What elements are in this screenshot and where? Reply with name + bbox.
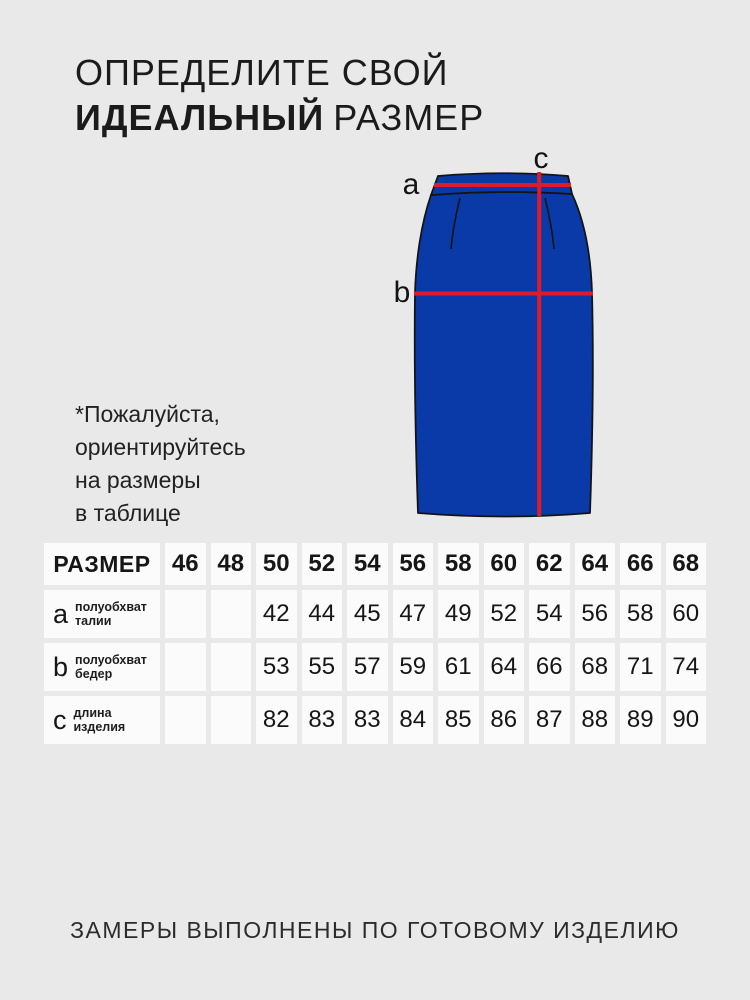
size-column-header: 64 <box>575 543 616 585</box>
measurement-value-cell: 58 <box>620 590 661 638</box>
measure-line-c <box>537 172 541 516</box>
footer-note: ЗАМЕРЫ ВЫПОЛНЕНЫ ПО ГОТОВОМУ ИЗДЕЛИЮ <box>70 917 680 943</box>
measurement-value-cell: 54 <box>529 590 570 638</box>
size-column-header: 46 <box>165 543 206 585</box>
measurement-value-cell: 59 <box>393 643 434 691</box>
size-column-header: 56 <box>393 543 434 585</box>
measurement-row-label <box>44 590 160 638</box>
measurement-value-cell: 52 <box>484 590 525 638</box>
skirt-measurement-diagram <box>385 148 650 523</box>
note-text <box>75 398 246 530</box>
measurement-value-cell: 87 <box>529 696 570 744</box>
size-column-header: 68 <box>666 543 707 585</box>
title-line-2 <box>75 95 484 140</box>
measurement-value-cell <box>211 696 252 744</box>
measurement-value-cell: 83 <box>347 696 388 744</box>
page-title <box>75 50 484 140</box>
measurement-value-cell: 53 <box>256 643 297 691</box>
skirt-illustration-icon <box>385 148 650 523</box>
skirt-body-shape <box>415 192 593 517</box>
row-letter: c <box>53 704 67 735</box>
measurement-value-cell: 66 <box>529 643 570 691</box>
title-line-1: ОПРЕДЕЛИТЕ СВОЙ <box>75 52 449 93</box>
note-line: ориентируйтесь <box>75 434 246 460</box>
measurement-value-cell: 42 <box>256 590 297 638</box>
measurement-value-cell: 44 <box>302 590 343 638</box>
measurement-row-label <box>44 696 160 744</box>
size-table <box>44 543 706 744</box>
measurement-value-cell: 83 <box>302 696 343 744</box>
size-column-header: 54 <box>347 543 388 585</box>
size-column-header: 50 <box>256 543 297 585</box>
measurement-value-cell: 88 <box>575 696 616 744</box>
measurement-value-cell: 45 <box>347 590 388 638</box>
measurement-value-cell <box>211 643 252 691</box>
measurement-value-cell <box>165 643 206 691</box>
measurement-value-cell: 60 <box>666 590 707 638</box>
measurement-value-cell: 85 <box>438 696 479 744</box>
title-regular-word: РАЗМЕР <box>333 97 485 138</box>
note-line: *Пожалуйста, <box>75 401 220 427</box>
measurement-value-cell: 86 <box>484 696 525 744</box>
measurement-value-cell: 90 <box>666 696 707 744</box>
note-line: на размеры <box>75 467 201 493</box>
measurement-value-cell: 47 <box>393 590 434 638</box>
measurement-value-cell <box>211 590 252 638</box>
size-column-header: 52 <box>302 543 343 585</box>
row-label-text: полуобхват бедер <box>75 652 147 681</box>
measurement-value-cell <box>165 696 206 744</box>
row-label-text: полуобхват талии <box>75 599 147 628</box>
measure-label-b: b <box>393 276 411 309</box>
measurement-value-cell: 84 <box>393 696 434 744</box>
measurement-value-cell: 61 <box>438 643 479 691</box>
measure-line-a <box>434 183 571 187</box>
note-line: в таблице <box>75 500 181 526</box>
measurement-value-cell: 89 <box>620 696 661 744</box>
measurement-value-cell: 68 <box>575 643 616 691</box>
measurement-row-label <box>44 643 160 691</box>
size-column-header: 48 <box>211 543 252 585</box>
title-bold-word: ИДЕАЛЬНЫЙ <box>75 97 325 138</box>
row-letter: b <box>53 651 69 682</box>
size-column-header: 62 <box>529 543 570 585</box>
measure-line-b <box>414 292 593 296</box>
measurement-value-cell: 55 <box>302 643 343 691</box>
row-letter: a <box>53 598 69 629</box>
measurement-value-cell: 71 <box>620 643 661 691</box>
size-column-header: 60 <box>484 543 525 585</box>
measurement-value-cell: 49 <box>438 590 479 638</box>
measurement-value-cell: 74 <box>666 643 707 691</box>
measurement-value-cell <box>165 590 206 638</box>
size-column-header: 58 <box>438 543 479 585</box>
measure-label-c: c <box>533 148 549 175</box>
measurement-value-cell: 57 <box>347 643 388 691</box>
size-table-header-label: РАЗМЕР <box>44 543 160 585</box>
row-label-text: длина изделия <box>73 705 126 734</box>
measure-label-a: a <box>402 168 420 201</box>
measurement-value-cell: 64 <box>484 643 525 691</box>
size-column-header: 66 <box>620 543 661 585</box>
measurement-value-cell: 82 <box>256 696 297 744</box>
measurement-value-cell: 56 <box>575 590 616 638</box>
